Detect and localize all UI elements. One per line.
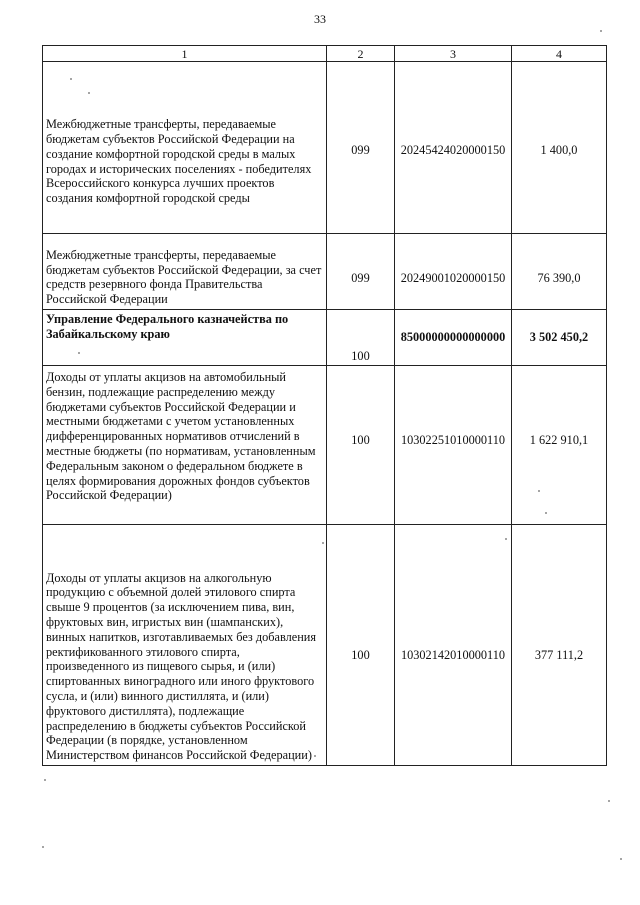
row-amount: 76 390,0 [512, 234, 607, 310]
row-amount: 3 502 450,2 [512, 310, 607, 366]
scan-speck [322, 542, 324, 544]
row-admin-code: 100 [327, 525, 395, 766]
row-name: Доходы от уплаты акцизов на автомобильный бензин, подлежащие распределению между бюджетами субъектов Российской Федерации и местными бюджетами с учетом установленных дифференцированных нормативов отчислений в местные бюджеты (по нормативам, установленным Федеральным законом о федеральном бюджете в целях формирования дорожных фондов субъектов Российской Федерации) [43, 366, 327, 525]
scan-speck [70, 78, 72, 80]
column-header-2: 2 [327, 46, 395, 62]
row-amount: 1 400,0 [512, 62, 607, 234]
table-row [43, 62, 607, 234]
scan-speck [620, 858, 622, 860]
scan-speck [314, 755, 316, 757]
column-header-4: 4 [512, 46, 607, 62]
column-header-1: 1 [43, 46, 327, 62]
table-header-row [43, 46, 607, 62]
scan-speck [88, 92, 90, 94]
scan-speck [545, 512, 547, 514]
row-amount: 377 111,2 [512, 525, 607, 766]
page-number: 33 [314, 12, 326, 26]
row-name: Межбюджетные трансферты, передаваемые бюджетам субъектов Российской Федерации на создание комфортной городской среды в малых городах и исторических поселениях - победителях Всероссийского конкурса лучших проектов создания комфортной городской среды [43, 62, 327, 234]
scan-speck [600, 30, 602, 32]
row-kbk-code: 10302251010000110 [395, 366, 512, 525]
table-row [43, 234, 607, 310]
row-kbk-code: 10302142010000110 [395, 525, 512, 766]
scan-speck [505, 538, 507, 540]
row-admin-code: 099 [327, 62, 395, 234]
row-name: Доходы от уплаты акцизов на алкогольную продукцию с объемной долей этилового спирта свыше 9 процентов (за исключением пива, вин, фруктовых вин, игристых вин (шампанских), винных напитков, изготавливаемых без добавления ректификованного этилового спирта, произведенного из пищевого сырья, и (или) спиртованных виноградного или иного фруктового сусла, и (или) винного дистиллята, и (или) фруктового дистиллята), подлежащие распределению в бюджеты субъектов Российской Федерации (в порядке, установленном Министерством финансов Российской Федерации) [43, 525, 327, 766]
row-kbk-code: 20245424020000150 [395, 62, 512, 234]
table-row [43, 366, 607, 525]
table-row-department [43, 310, 607, 366]
column-header-3: 3 [395, 46, 512, 62]
row-kbk-code: 20249001020000150 [395, 234, 512, 310]
table-row [43, 525, 607, 766]
scan-speck [538, 490, 540, 492]
row-name: Управление Федерального казначейства по Забайкальскому краю [43, 310, 327, 366]
row-admin-code: 100 [327, 310, 395, 366]
row-admin-code: 100 [327, 366, 395, 525]
row-kbk-code: 85000000000000000 [395, 310, 512, 366]
row-admin-code: 099 [327, 234, 395, 310]
row-name: Межбюджетные трансферты, передаваемые бюджетам субъектов Российской Федерации, за счет средств резервного фонда Правительства Российской Федерации [43, 234, 327, 310]
scan-speck [78, 352, 80, 354]
scan-speck [42, 846, 44, 848]
row-amount: 1 622 910,1 [512, 366, 607, 525]
scan-speck [44, 779, 46, 781]
scan-speck [608, 800, 610, 802]
revenue-table [42, 45, 607, 766]
